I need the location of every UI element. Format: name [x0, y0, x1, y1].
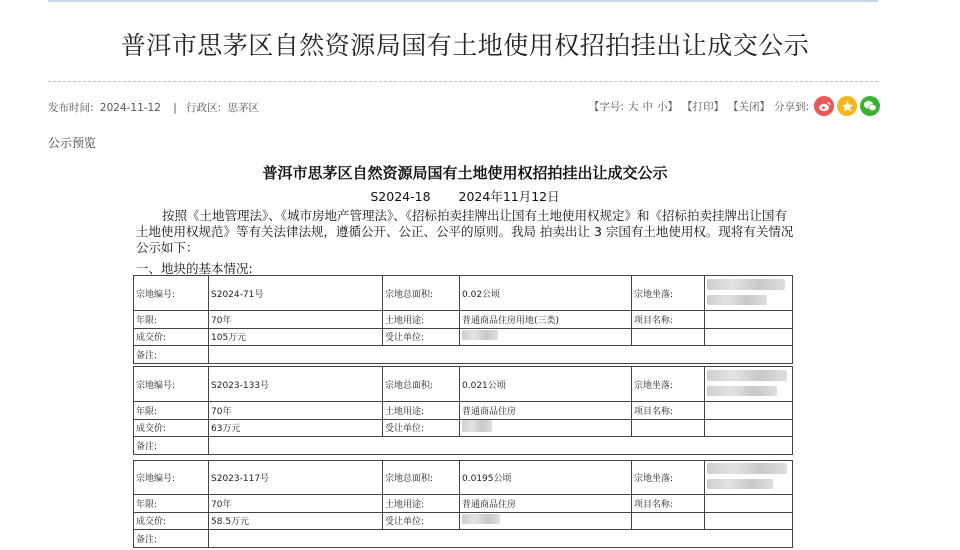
font-small-button[interactable]: 小】 [656, 100, 678, 113]
location-label: 宗地坐落: [632, 276, 705, 311]
area-value: 0.02公顷 [460, 276, 632, 311]
wechat-icon[interactable] [860, 96, 880, 116]
parcel-no-value: S2023-133号 [209, 367, 383, 402]
parcel-no-label: 宗地编号: [134, 276, 209, 311]
land-use-label: 土地用途: [383, 311, 460, 329]
print-button[interactable]: 【打印】 [681, 100, 724, 113]
table-row [134, 495, 793, 513]
document-subtitle [0, 187, 930, 205]
location-label: 宗地坐落: [632, 461, 705, 495]
area-label: 宗地总面积: [383, 276, 460, 311]
empty-cell [632, 328, 705, 346]
qzone-icon[interactable] [837, 96, 857, 116]
buyer-label: 受让单位: [383, 328, 460, 346]
land-use-value: 普通商品住房 [460, 402, 632, 420]
land-use-label: 土地用途: [383, 495, 460, 513]
remarks-value [209, 530, 793, 548]
table-row [134, 367, 793, 402]
table-row [134, 402, 793, 420]
remarks-value [209, 437, 793, 455]
land-use-value: 普通商品住房用地(三类) [460, 311, 632, 329]
area-value: 0.021公顷 [460, 367, 632, 402]
font-size-label: 【字号: [588, 100, 624, 113]
table-row [134, 276, 793, 311]
table-row [134, 419, 793, 437]
deal-price-label: 成交价: [134, 512, 209, 530]
table-row [134, 437, 793, 455]
document-body [136, 208, 796, 256]
meta-separator: | [173, 102, 177, 114]
term-label: 年限: [134, 495, 209, 513]
parcel-table-1 [133, 275, 793, 364]
buyer-value-redacted [460, 419, 632, 437]
document-title: 普洱市思茅区自然资源局国有土地使用权招拍挂出让成交公示 [262, 164, 668, 182]
term-value: 70年 [209, 495, 383, 513]
meta-bar [48, 96, 880, 116]
location-label: 宗地坐落: [632, 367, 705, 402]
empty-cell [632, 419, 705, 437]
land-use-value: 普通商品住房 [460, 495, 632, 513]
project-name-value [705, 402, 793, 420]
empty-cell [705, 419, 793, 437]
parcel-table-2 [133, 366, 793, 455]
term-label: 年限: [134, 311, 209, 329]
parcel-no-value: S2024-71号 [209, 276, 383, 311]
region-label: 行政区: [186, 102, 222, 114]
buyer-value-redacted [460, 328, 632, 346]
empty-cell [705, 512, 793, 530]
deal-price-value: 105万元 [209, 328, 383, 346]
table-row [134, 530, 793, 548]
close-button[interactable]: 【关闭】 [727, 100, 770, 113]
project-name-label: 项目名称: [632, 495, 705, 513]
parcel-no-label: 宗地编号: [134, 461, 209, 495]
remarks-label: 备注: [134, 437, 209, 455]
term-label: 年限: [134, 402, 209, 420]
table-row [134, 311, 793, 329]
remarks-label: 备注: [134, 346, 209, 364]
weibo-icon[interactable] [814, 96, 834, 116]
document-date: 2024年11月12日 [458, 189, 560, 204]
area-value: 0.0195公顷 [460, 461, 632, 495]
page-title: 普洱市思茅区自然资源局国有土地使用权招拍挂出让成交公示 [120, 31, 810, 60]
buyer-label: 受让单位: [383, 419, 460, 437]
parcel-no-value: S2023-117号 [209, 461, 383, 495]
deal-price-label: 成交价: [134, 328, 209, 346]
table-row [134, 346, 793, 364]
publish-date: 2024-11-12 [99, 102, 161, 114]
table-row [134, 461, 793, 495]
preview-label: 公示预览 [48, 136, 97, 150]
page-tools [589, 96, 880, 116]
table-row [134, 328, 793, 346]
region-value: 思茅区 [227, 102, 260, 114]
area-label: 宗地总面积: [383, 461, 460, 495]
publish-label: 发布时间: [48, 102, 94, 114]
location-value-redacted [705, 276, 793, 311]
share-label: 分享到: [773, 100, 809, 113]
font-large-button[interactable]: 大 [627, 100, 639, 113]
top-divider [48, 0, 878, 2]
font-medium-button[interactable]: 中 [642, 100, 653, 113]
project-name-value [705, 495, 793, 513]
land-use-label: 土地用途: [383, 402, 460, 420]
parcel-table-3 [133, 460, 793, 548]
project-name-value [705, 311, 793, 329]
project-name-label: 项目名称: [632, 402, 705, 420]
deal-price-value: 63万元 [209, 419, 383, 437]
project-name-label: 项目名称: [632, 311, 705, 329]
deal-price-value: 58.5万元 [209, 512, 383, 530]
document-number: S2024-18 [370, 189, 431, 204]
empty-cell [632, 512, 705, 530]
parcel-no-label: 宗地编号: [134, 367, 209, 402]
title-divider [48, 81, 878, 82]
section-heading: 一、地块的基本情况: [136, 261, 253, 276]
deal-price-label: 成交价: [134, 419, 209, 437]
remarks-label: 备注: [134, 530, 209, 548]
term-value: 70年 [209, 311, 383, 329]
remarks-value [209, 346, 793, 364]
empty-cell [705, 328, 793, 346]
table-row [134, 512, 793, 530]
buyer-value-redacted [460, 512, 632, 530]
term-value: 70年 [209, 402, 383, 420]
buyer-label: 受让单位: [383, 512, 460, 530]
area-label: 宗地总面积: [383, 367, 460, 402]
publish-info [48, 100, 262, 115]
location-value-redacted [705, 367, 793, 402]
document-body-text: 按照《土地管理法》、《城市房地产管理法》、《招标拍卖挂牌出让国有土地使用权规定》和《招标拍卖挂牌出让国有土地使用权规范》等有关法律法规，遵循公开、公正、公平的原则。我局 拍卖出让 3 宗国有土地使用权。现将有关情况公示如下： [136, 208, 794, 255]
location-value-redacted [705, 461, 793, 495]
